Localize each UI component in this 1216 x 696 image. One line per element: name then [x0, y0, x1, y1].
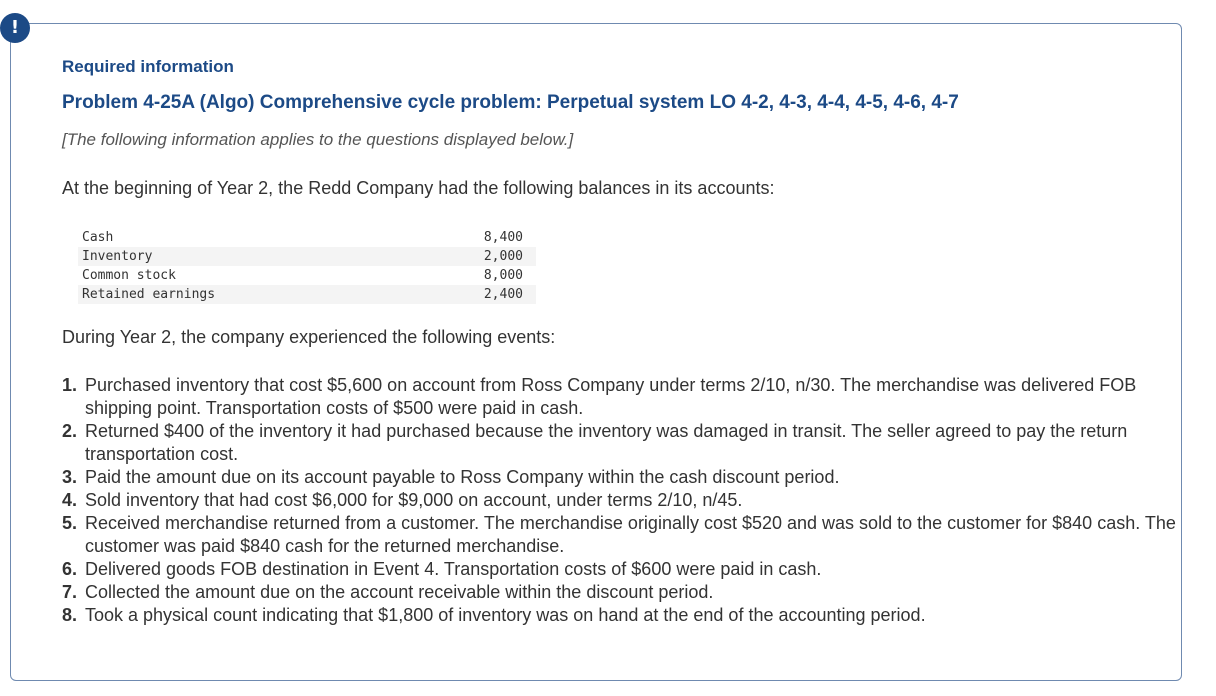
event-number: 2.	[62, 421, 78, 441]
event-number: 5.	[62, 513, 78, 533]
list-item	[62, 558, 1176, 581]
table-row	[78, 228, 536, 247]
event-text: Returned $400 of the inventory it had purchased because the inventory was damaged in transit. The seller agreed to pay the return transportation cost.	[85, 421, 1128, 464]
table-row	[78, 285, 536, 304]
event-text: Sold inventory that had cost $6,000 for $9,000 on account, under terms 2/10, n/45.	[85, 490, 743, 510]
event-number: 7.	[62, 582, 78, 602]
alert-icon: !	[0, 13, 30, 43]
required-information-heading: Required information	[62, 57, 234, 76]
event-text: Paid the amount due on its account payable to Ross Company within the cash discount period.	[85, 467, 840, 487]
account-amount: 2,000	[483, 249, 523, 264]
events-intro: During Year 2, the company experienced the following events:	[62, 327, 556, 347]
event-text: Took a physical count indicating that $1,800 of inventory was on hand at the end of the accounting period.	[85, 605, 926, 625]
account-amount: 8,000	[483, 268, 523, 283]
event-text: Delivered goods FOB destination in Event 4. Transportation costs of $600 were paid in cash.	[85, 559, 822, 579]
problem-title: Problem 4-25A (Algo) Comprehensive cycle problem: Perpetual system LO 4-2, 4-3, 4-4, 4-5, 4-6, 4-7	[62, 92, 959, 113]
event-text: Collected the amount due on the account receivable within the discount period.	[85, 582, 714, 602]
list-item	[62, 489, 1176, 512]
info-note: [The following information applies to the questions displayed below.]	[62, 130, 574, 149]
list-item	[62, 466, 1176, 489]
table-row	[78, 266, 536, 285]
list-item	[62, 374, 1176, 420]
account-name: Inventory	[82, 249, 153, 264]
event-number: 1.	[62, 375, 78, 395]
list-item	[62, 581, 1176, 604]
event-number: 4.	[62, 490, 78, 510]
events-list	[62, 374, 1176, 627]
list-item	[62, 420, 1176, 466]
event-number: 3.	[62, 467, 78, 487]
event-text: Received merchandise returned from a customer. The merchandise originally cost $520 and was sold to the customer for $840 cash. The customer was paid $840 cash for the returned merchandise.	[85, 513, 1176, 556]
account-name: Cash	[82, 230, 114, 245]
list-item	[62, 604, 1176, 627]
account-amount: 8,400	[483, 230, 523, 245]
account-amount: 2,400	[483, 287, 523, 302]
table-row	[78, 247, 536, 266]
event-number: 8.	[62, 605, 78, 625]
event-text: Purchased inventory that cost $5,600 on account from Ross Company under terms 2/10, n/30. The merchandise was delivered FOB shipping point. Transportation costs of $500 were paid in cash.	[85, 375, 1137, 418]
account-name: Retained earnings	[82, 287, 216, 302]
beginning-balances-table	[78, 228, 536, 304]
list-item	[62, 512, 1176, 558]
balances-intro: At the beginning of Year 2, the Redd Company had the following balances in its accounts:	[62, 178, 775, 198]
account-name: Common stock	[82, 268, 176, 283]
event-number: 6.	[62, 559, 78, 579]
